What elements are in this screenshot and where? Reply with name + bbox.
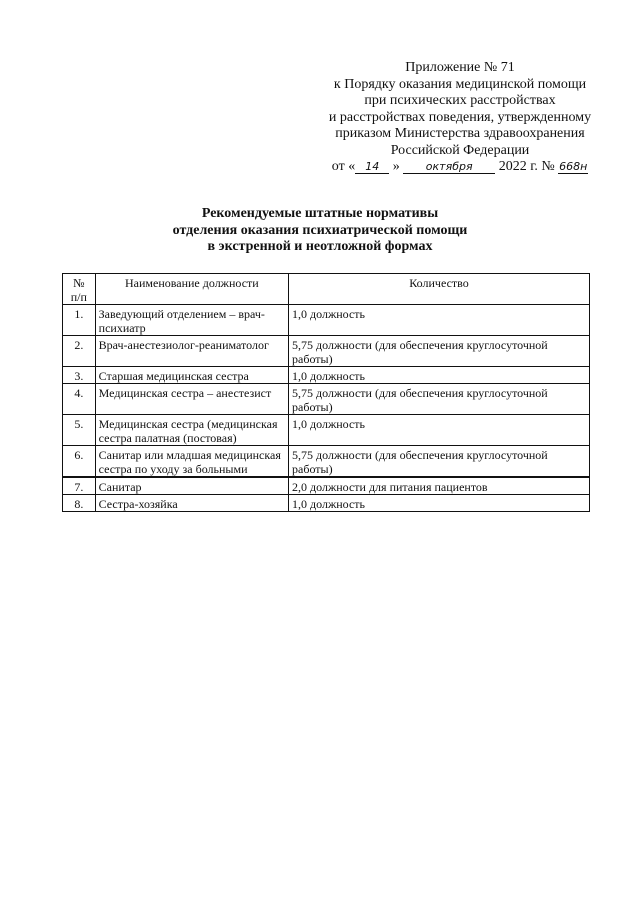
row-position: Санитар [95,477,288,495]
row-position: Сестра-хозяйка [95,495,288,512]
appendix-line: Российской Федерации [390,142,530,158]
row-quantity: 2,0 должности для питания пациентов [289,477,590,495]
appendix-line: к Порядку оказания медицинской помощи [333,76,587,92]
appendix-line: и расстройствах поведения, утвержденному [328,109,592,125]
row-position: Санитар или младшая медицинская сестра по уходу за больными [95,446,288,478]
appendix-line: Приложение № 71 [405,60,515,75]
row-number: 4. [63,384,96,415]
row-position: Врач-анестезиолог-реаниматолог [95,336,288,367]
table-row [63,446,590,478]
row-position: Медицинская сестра (медицинская сестра палатная (постовая) [95,415,288,446]
date-mid: » [392,159,400,174]
row-quantity: 1,0 должность [289,305,590,336]
row-quantity: 1,0 должность [289,495,590,512]
row-number: 8. [63,495,96,512]
date-month: октября [403,160,495,174]
appendix-line: приказом Министерства здравоохранения [335,126,585,141]
date-day: 14 [355,160,389,174]
table-row [63,495,590,512]
table-row [63,305,590,336]
staffing-table [62,273,590,512]
header-position: Наименование должности [95,274,288,305]
document-title [130,206,510,256]
header-number-line1: № [73,276,85,290]
table-row [63,477,590,495]
header-quantity: Количество [289,274,590,305]
table-row [63,384,590,415]
header-number-line2: п/п [70,290,87,304]
row-quantity: 5,75 должности (для обеспечения круглосуточной работы) [289,336,590,367]
row-number: 1. [63,305,96,336]
table-row [63,415,590,446]
date-year: 2022 г. № [498,159,555,174]
row-quantity: 5,75 должности (для обеспечения круглосуточной работы) [289,446,590,478]
row-number: 7. [63,477,96,495]
row-number: 2. [63,336,96,367]
table-row [63,336,590,367]
row-position: Заведующий отделением – врач-психиатр [95,305,288,336]
table-header-row [63,274,590,305]
appendix-header [300,60,620,176]
date-prefix: от « [331,159,356,174]
row-number: 6. [63,446,96,478]
row-position: Медицинская сестра – анестезист [95,384,288,415]
row-position: Старшая медицинская сестра [95,367,288,384]
row-number: 5. [63,415,96,446]
appendix-line: при психических расстройствах [364,93,556,108]
order-number: 668н [559,160,588,173]
row-quantity: 1,0 должность [289,367,590,384]
header-number [63,274,96,305]
title-line: Рекомендуемые штатные нормативы [201,206,439,221]
row-quantity: 5,75 должности (для обеспечения круглосуточной работы) [289,384,590,415]
title-line: отделения оказания психиатрической помощи [172,222,468,238]
row-quantity: 1,0 должность [289,415,590,446]
order-date-line [300,159,620,176]
table-row [63,367,590,384]
row-number: 3. [63,367,96,384]
title-line: в экстренной и неотложной формах [207,239,433,254]
